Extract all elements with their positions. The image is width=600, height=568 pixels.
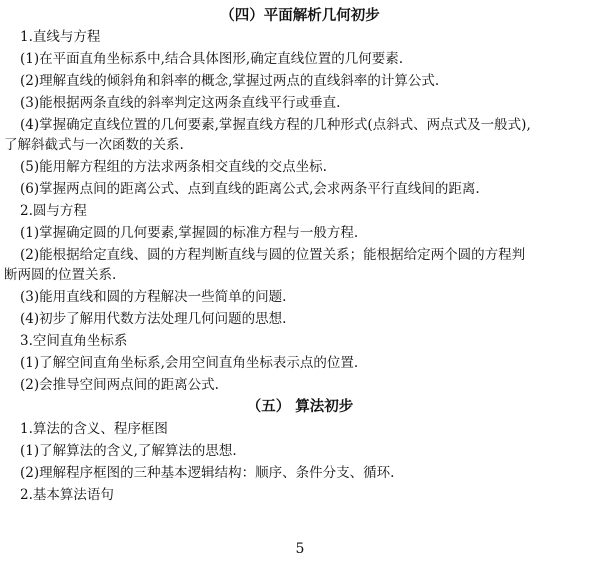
list-item: (4)掌握确定直线位置的几何要素,掌握直线方程的几种形式(点斜式、两点式及一般式), xyxy=(20,117,531,133)
subheading-space-coordinates: 3.空间直角坐标系 xyxy=(20,333,128,349)
subheading-algorithm-meaning: 1.算法的含义、程序框图 xyxy=(20,421,168,437)
list-item: (2)理解直线的倾斜角和斜率的概念,掌握过两点的直线斜率的计算公式. xyxy=(20,73,440,89)
subheading-circle-and-equation: 2.圆与方程 xyxy=(20,203,87,219)
list-item: (6)掌握两点间的距离公式、点到直线的距离公式,会求两条平行直线间的距离. xyxy=(20,181,480,197)
list-item-continuation: 了解斜截式与一次函数的关系. xyxy=(4,137,184,153)
subheading-basic-statements: 2.基本算法语句 xyxy=(20,487,114,503)
list-item: (2)会推导空间两点间的距离公式. xyxy=(20,377,219,393)
list-item: (3)能用直线和圆的方程解决一些简单的问题. xyxy=(20,289,287,305)
list-item: (3)能根据两条直线的斜率判定这两条直线平行或垂直. xyxy=(20,95,341,111)
list-item: (1)掌握确定圆的几何要素,掌握圆的标准方程与一般方程. xyxy=(20,225,359,241)
subheading-line-and-equation: 1.直线与方程 xyxy=(20,29,101,45)
page-number: 5 xyxy=(295,541,305,557)
list-item: (4)初步了解用代数方法处理几何问题的思想. xyxy=(20,311,287,327)
list-item: (5)能用解方程组的方法求两条相交直线的交点坐标. xyxy=(20,159,327,175)
list-item: (1)了解算法的含义,了解算法的思想. xyxy=(20,443,237,459)
list-item: (2)能根据给定直线、圆的方程判断直线与圆的位置关系；能根据给定两个圆的方程判 xyxy=(20,247,526,263)
list-item: (1)了解空间直角坐标系,会用空间直角坐标表示点的位置. xyxy=(20,355,359,371)
section-4-heading: （四）平面解析几何初步 xyxy=(220,7,380,24)
list-item: (1)在平面直角坐标系中,结合具体图形,确定直线位置的几何要素. xyxy=(20,51,403,67)
section-5-heading: （五） 算法初步 xyxy=(246,398,354,415)
list-item: (2)理解程序框图的三种基本逻辑结构：顺序、条件分支、循环. xyxy=(20,465,395,481)
list-item-continuation: 断两圆的位置关系. xyxy=(4,267,117,283)
